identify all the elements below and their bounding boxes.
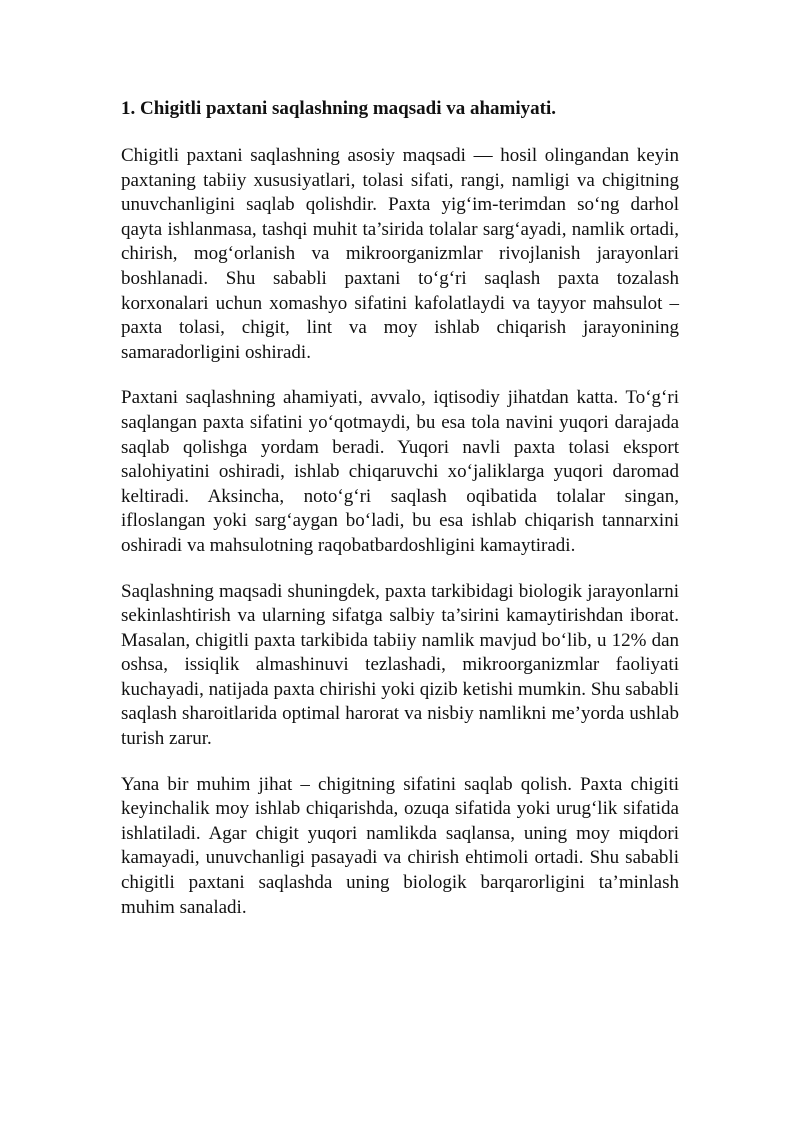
paragraph-economic-importance: Paxtani saqlashning ahamiyati, avvalo, iqtisodiy jihatdan katta. To‘g‘ri saqlangan paxta sifatini yo‘qotmaydi, bu esa tola navini yuqori darajada saqlab qolishga yordam beradi. Yuqori navli paxta tolasi eksport salohiyatini oshiradi, ishlab chiqaruvchi xo‘jaliklarga yuqori daromad keltiradi. Aksincha, noto‘g‘ri saqlash oqibatida tolalar singan, ifloslangan yoki sarg‘aygan bo‘ladi, bu esa ishlab chiqarish tannarxini oshiradi va mahsulotning raqobatbardoshligini kamaytiradi.: [121, 387, 679, 556]
section-heading: 1. Chigitli paxtani saqlashning maqsadi va ahamiyati.: [121, 98, 556, 119]
paragraph-purpose: Chigitli paxtani saqlashning asosiy maqsadi — hosil olingandan keyin paxtaning tabiiy xususiyatlari, tolasi sifati, rangi, namligi va chigitning unuvchanligini saqlab qolishdir. Paxta yig‘im-terimdan so‘ng darhol qayta ishlanmasa, tashqi muhit ta’sirida tolalar sarg‘ayadi, namlik ortadi, chirish, mog‘orlanish va mikroorganizmlar rivojlanish jarayonlari boshlanadi. Shu sababli paxtani to‘g‘ri saqlash paxta tozalash korxonalari uchun xomashyo sifatini kafolatlaydi va tayyor mahsulot – paxta tolasi, chigit, lint va moy ishlab chiqarish jarayonining samaradorligini oshiradi.: [121, 145, 679, 363]
document-page: [121, 96, 679, 941]
paragraph-biological-processes: Saqlashning maqsadi shuningdek, paxta tarkibidagi biologik jarayonlarni sekinlashtirish va ularning sifatga salbiy ta’sirini kamaytirishdan iborat. Masalan, chigitli paxta tarkibida tabiiy namlik mavjud bo‘lib, u 12% dan oshsa, issiqlik almashinuvi tezlashadi, mikroorganizmlar faoliyati kuchayadi, natijada paxta chirishi yoki qizib ketishi mumkin. Shu sababli saqlash sharoitlarida optimal harorat va nisbiy namlikni me’yorda ushlab turish zarur.: [121, 580, 679, 750]
paragraph-seed-quality: Yana bir muhim jihat – chigitning sifatini saqlab qolish. Paxta chigiti keyinchalik moy ishlab chiqarishda, ozuqa sifatida yoki urug‘lik sifatida ishlatiladi. Agar chigit yuqori namlikda saqlansa, uning moy miqdori kamayadi, unuvchanligi pasayadi va chirish ehtimoli ortadi. Shu sababli chigitli paxtani saqlashda uning biologik barqarorligini ta’minlash muhim sanaladi.: [121, 773, 679, 918]
